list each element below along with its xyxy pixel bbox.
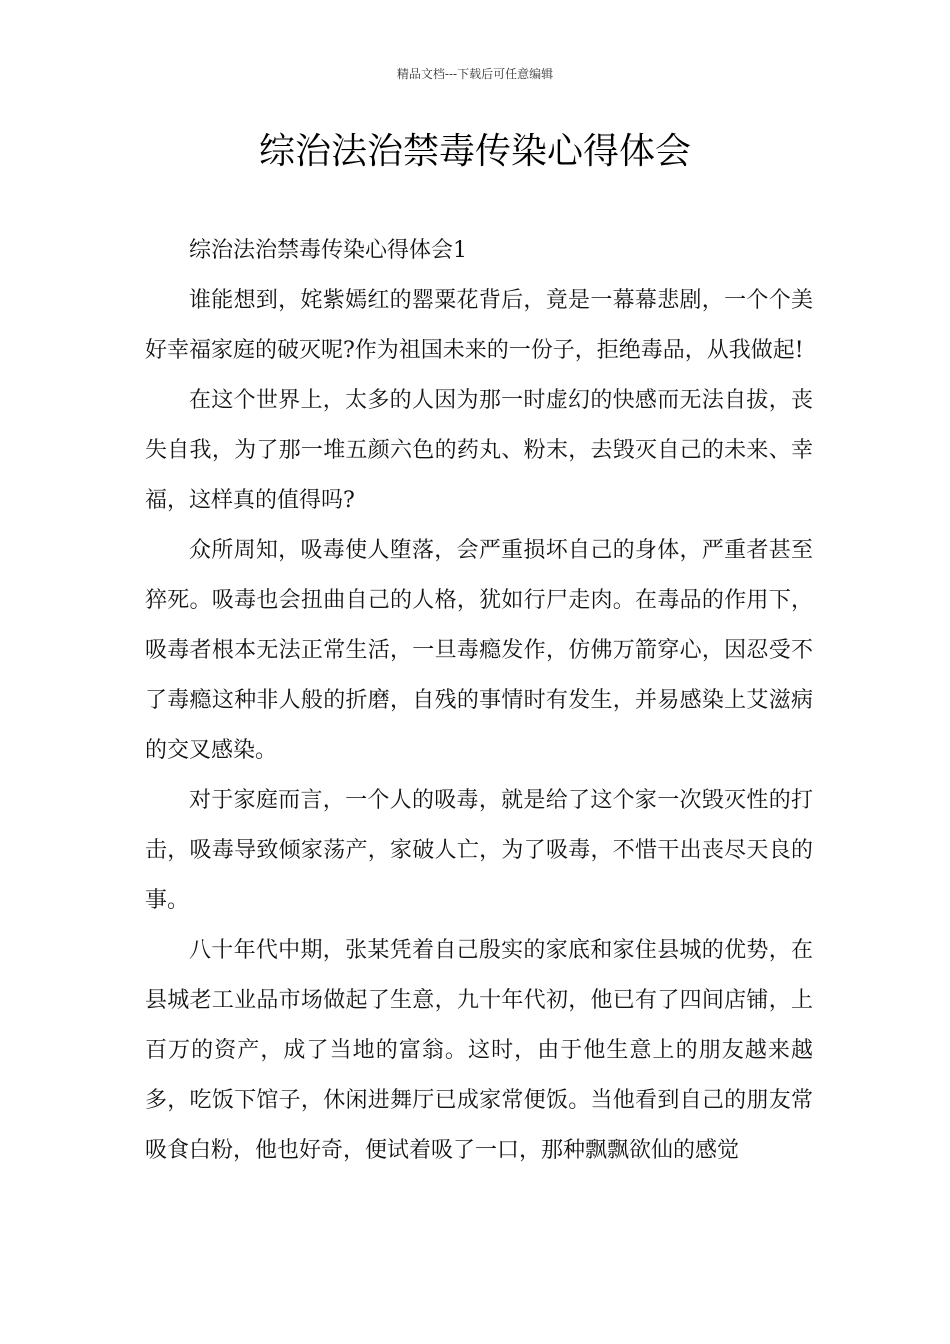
paragraph: 谁能想到，姹紫嫣红的罂粟花背后，竟是一幕幕悲剧，一个个美好幸福家庭的破灭呢?作为祖国未来的一份子，拒绝毒品，从我做起!	[145, 288, 813, 363]
paragraph: 在这个世界上，太多的人因为那一时虚幻的快感而无法自拔，丧失自我，为了那一堆五颜六色的药丸、粉末，去毁灭自己的未来、幸福，这样真的值得吗?	[145, 388, 813, 513]
page-header: 精品文档---下载后可任意编辑	[396, 67, 554, 81]
paragraph: 对于家庭而言，一个人的吸毒，就是给了这个家一次毁灭性的打击，吸毒导致倾家荡产，家破人亡，为了吸毒，不惜干出丧尽天良的事。	[145, 788, 813, 913]
section-heading: 综治法治禁毒传染心得体会1	[189, 238, 467, 263]
paragraph: 众所周知，吸毒使人堕落，会严重损坏自己的身体，严重者甚至猝死。吸毒也会扭曲自己的人格，犹如行尸走肉。在毒品的作用下，吸毒者根本无法正常生活，一旦毒瘾发作，仿佛万箭穿心，因忍受不了毒瘾这种非人般的折磨，自残的事情时有发生，并易感染上艾滋病的交叉感染。	[145, 538, 813, 763]
document-body	[145, 226, 813, 1176]
document-title: 综治法治禁毒传染心得体会	[258, 131, 691, 172]
paragraph: 八十年代中期，张某凭着自己殷实的家底和家住县城的优势，在县城老工业品市场做起了生意，九十年代初，他已有了四间店铺，上百万的资产，成了当地的富翁。这时，由于他生意上的朋友越来越多，吃饭下馆子，休闲进舞厅已成家常便饭。当他看到自己的朋友常吸食白粉，他也好奇，便试着吸了一口，那种飘飘欲仙的感觉	[145, 938, 813, 1163]
